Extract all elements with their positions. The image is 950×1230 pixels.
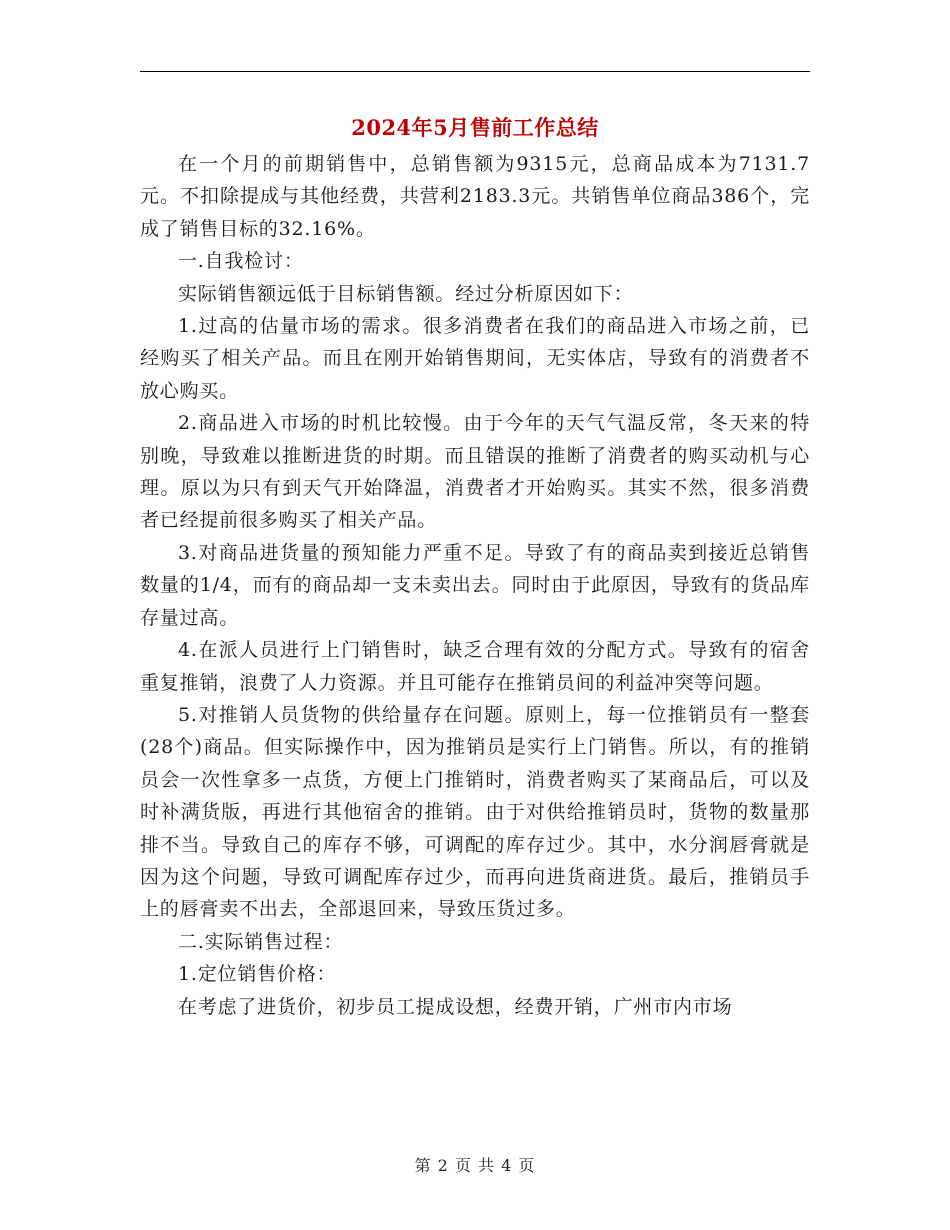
paragraph-reason-1: 1.过高的估量市场的需求。很多消费者在我们的商品进入市场之前，已经购买了相关产品。而且在刚开始销售期间，无实体店，导致有的消费者不放心购买。 — [140, 315, 810, 402]
paragraph-reason-4: 4.在派人员进行上门销售时，缺乏合理有效的分配方式。导致有的宿舍重复推销，浪费了人力资源。并且可能存在推销员间的利益冲突等问题。 — [140, 639, 810, 694]
paragraph-summary: 在一个月的前期销售中，总销售额为9315元，总商品成本为7131.7元。不扣除提成与其他经费，共营利2183.3元。共销售单位商品386个，完成了销售目标的32.16%。 — [140, 153, 810, 240]
section-heading-sales-process: 二.实际销售过程： — [178, 930, 344, 953]
document-title: 2024年5月售前工作总结 — [351, 115, 599, 140]
page-number-footer: 第 2 页 共 4 页 — [414, 1156, 536, 1175]
paragraph-pricing: 在考虑了进货价，初步员工提成设想，经费开销，广州市内市场 — [178, 995, 733, 1018]
document-body — [140, 148, 810, 1023]
header-rule — [140, 71, 810, 72]
paragraph-reason-2: 2.商品进入市场的时机比较慢。由于今年的天气气温反常，冬天来的特别晚，导致难以推断进货的时期。而且错误的推断了消费者的购买动机与心理。原以为只有到天气开始降温，消费者才开始购买。其实不然，很多消费者已经提前很多购买了相关产品。 — [140, 412, 810, 532]
paragraph-analysis-intro: 实际销售额远低于目标销售额。经过分析原因如下： — [178, 282, 634, 305]
section-heading-self-review: 一.自我检讨： — [178, 250, 304, 273]
paragraph-reason-5: 5.对推销人员货物的供给量存在问题。原则上，每一位推销员有一整套(28个)商品。但实际操作中，因为推销员是实行上门销售。所以，有的推销员会一次性拿多一点货，方便上门推销时，消费者购买了某商品后，可以及时补满货版，再进行其他宿舍的推销。由于对供给推销员时，货物的数量那排不当。导致自己的库存不够，可调配的库存过少。其中，水分润唇膏就是因为这个问题，导致可调配库存过少，而再向进货商进货。最后，推销员手上的唇膏卖不出去，全部退回来，导致压货过多。 — [140, 703, 810, 921]
subheading-pricing: 1.定位销售价格： — [178, 963, 337, 986]
paragraph-reason-3: 3.对商品进货量的预知能力严重不足。导致了有的商品卖到接近总销售数量的1/4，而有的商品却一支未卖出去。同时由于此原因，导致有的货品库存量过高。 — [140, 541, 810, 629]
